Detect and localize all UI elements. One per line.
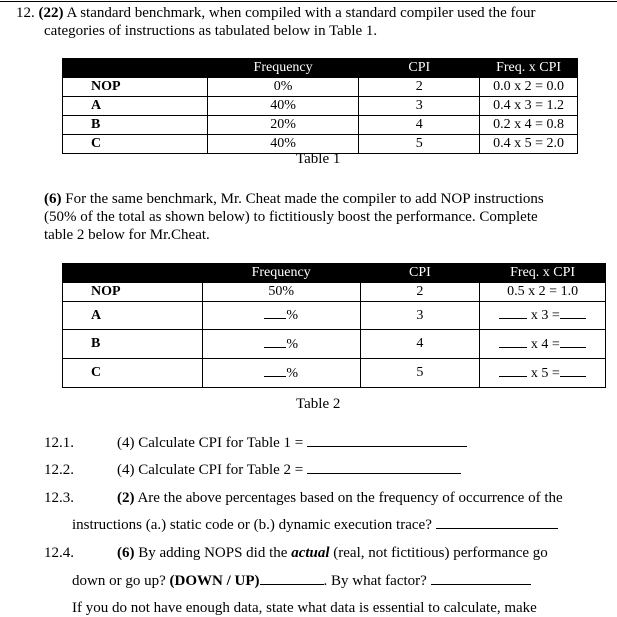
freq-blank[interactable] <box>264 364 286 377</box>
table-row: C 40% 5 0.4 x 5 = 2.0 <box>63 135 578 154</box>
part6-line1: (6) For the same benchmark, Mr. Cheat made the compiler to add NOP instructions <box>44 191 544 207</box>
question-intro-line1: 12. (22) A standard benchmark, when compiled with a standard compiler used the four <box>16 5 536 21</box>
freq-blank[interactable] <box>264 335 286 348</box>
top-rule <box>0 1 617 2</box>
q4-continuation: down or go up? (DOWN / UP) . By what factor? <box>72 572 531 590</box>
table-row: B 20% 4 0.2 x 4 = 0.8 <box>63 116 578 135</box>
q1-number: 12.1. <box>44 435 74 451</box>
table-row: C % 5 x 5 = <box>63 359 606 388</box>
table-1 <box>62 58 578 154</box>
table-2 <box>62 263 606 388</box>
product-blank[interactable] <box>560 364 586 377</box>
q4-text: (6) By adding NOPS did the actual (real, not fictitious) performance go <box>117 545 548 561</box>
q3-answer-blank[interactable] <box>436 516 558 529</box>
q4-direction-blank[interactable] <box>260 572 324 585</box>
product-blank[interactable] <box>560 335 586 348</box>
table-row: NOP 0% 2 0.0 x 2 = 0.0 <box>63 78 578 97</box>
header-cpi: CPI <box>359 59 480 78</box>
q4-number: 12.4. <box>44 545 74 561</box>
table-row: A % 3 x 3 = <box>63 302 606 330</box>
q3-number: 12.3. <box>44 490 74 506</box>
table-1-header <box>63 59 578 78</box>
part6-line3: table 2 below for Mr.Cheat. <box>44 227 210 243</box>
part6-line2: (50% of the total as shown below) to fictitiously boost the performance. Complete <box>44 209 538 225</box>
q2-text: (4) Calculate CPI for Table 2 = <box>117 461 461 479</box>
freq-blank[interactable] <box>499 335 527 348</box>
header-freq-cpi: Freq. x CPI <box>480 59 578 78</box>
q3-continuation: instructions (a.) static code or (b.) dynamic execution trace? <box>72 516 558 534</box>
table-row: B % 4 x 4 = <box>63 330 606 359</box>
freq-blank[interactable] <box>499 364 527 377</box>
question-intro-line2: categories of instructions as tabulated below in Table 1. <box>44 23 378 39</box>
q1-text: (4) Calculate CPI for Table 1 = <box>117 434 467 452</box>
q4-factor-blank[interactable] <box>431 572 531 585</box>
header-freq-cpi: Freq. x CPI <box>480 264 606 283</box>
freq-blank[interactable] <box>499 306 527 319</box>
q1-answer-blank[interactable] <box>307 434 467 447</box>
q4-last-line: If you do not have enough data, state what data is essential to calculate, make <box>72 600 537 616</box>
table-row: A 40% 3 0.4 x 3 = 1.2 <box>63 97 578 116</box>
header-frequency: Frequency <box>207 59 359 78</box>
table-2-header <box>63 264 606 283</box>
freq-blank[interactable] <box>264 306 286 319</box>
q3-text: (2) Are the above percentages based on the frequency of occurrence of the <box>117 490 563 506</box>
table-1-caption: Table 1 <box>296 151 341 167</box>
header-frequency: Frequency <box>202 264 360 283</box>
table-2-caption: Table 2 <box>296 396 341 412</box>
q2-number: 12.2. <box>44 462 74 478</box>
header-cpi: CPI <box>360 264 480 283</box>
table-row: NOP 50% 2 0.5 x 2 = 1.0 <box>63 283 606 302</box>
product-blank[interactable] <box>560 306 586 319</box>
q2-answer-blank[interactable] <box>307 461 461 474</box>
